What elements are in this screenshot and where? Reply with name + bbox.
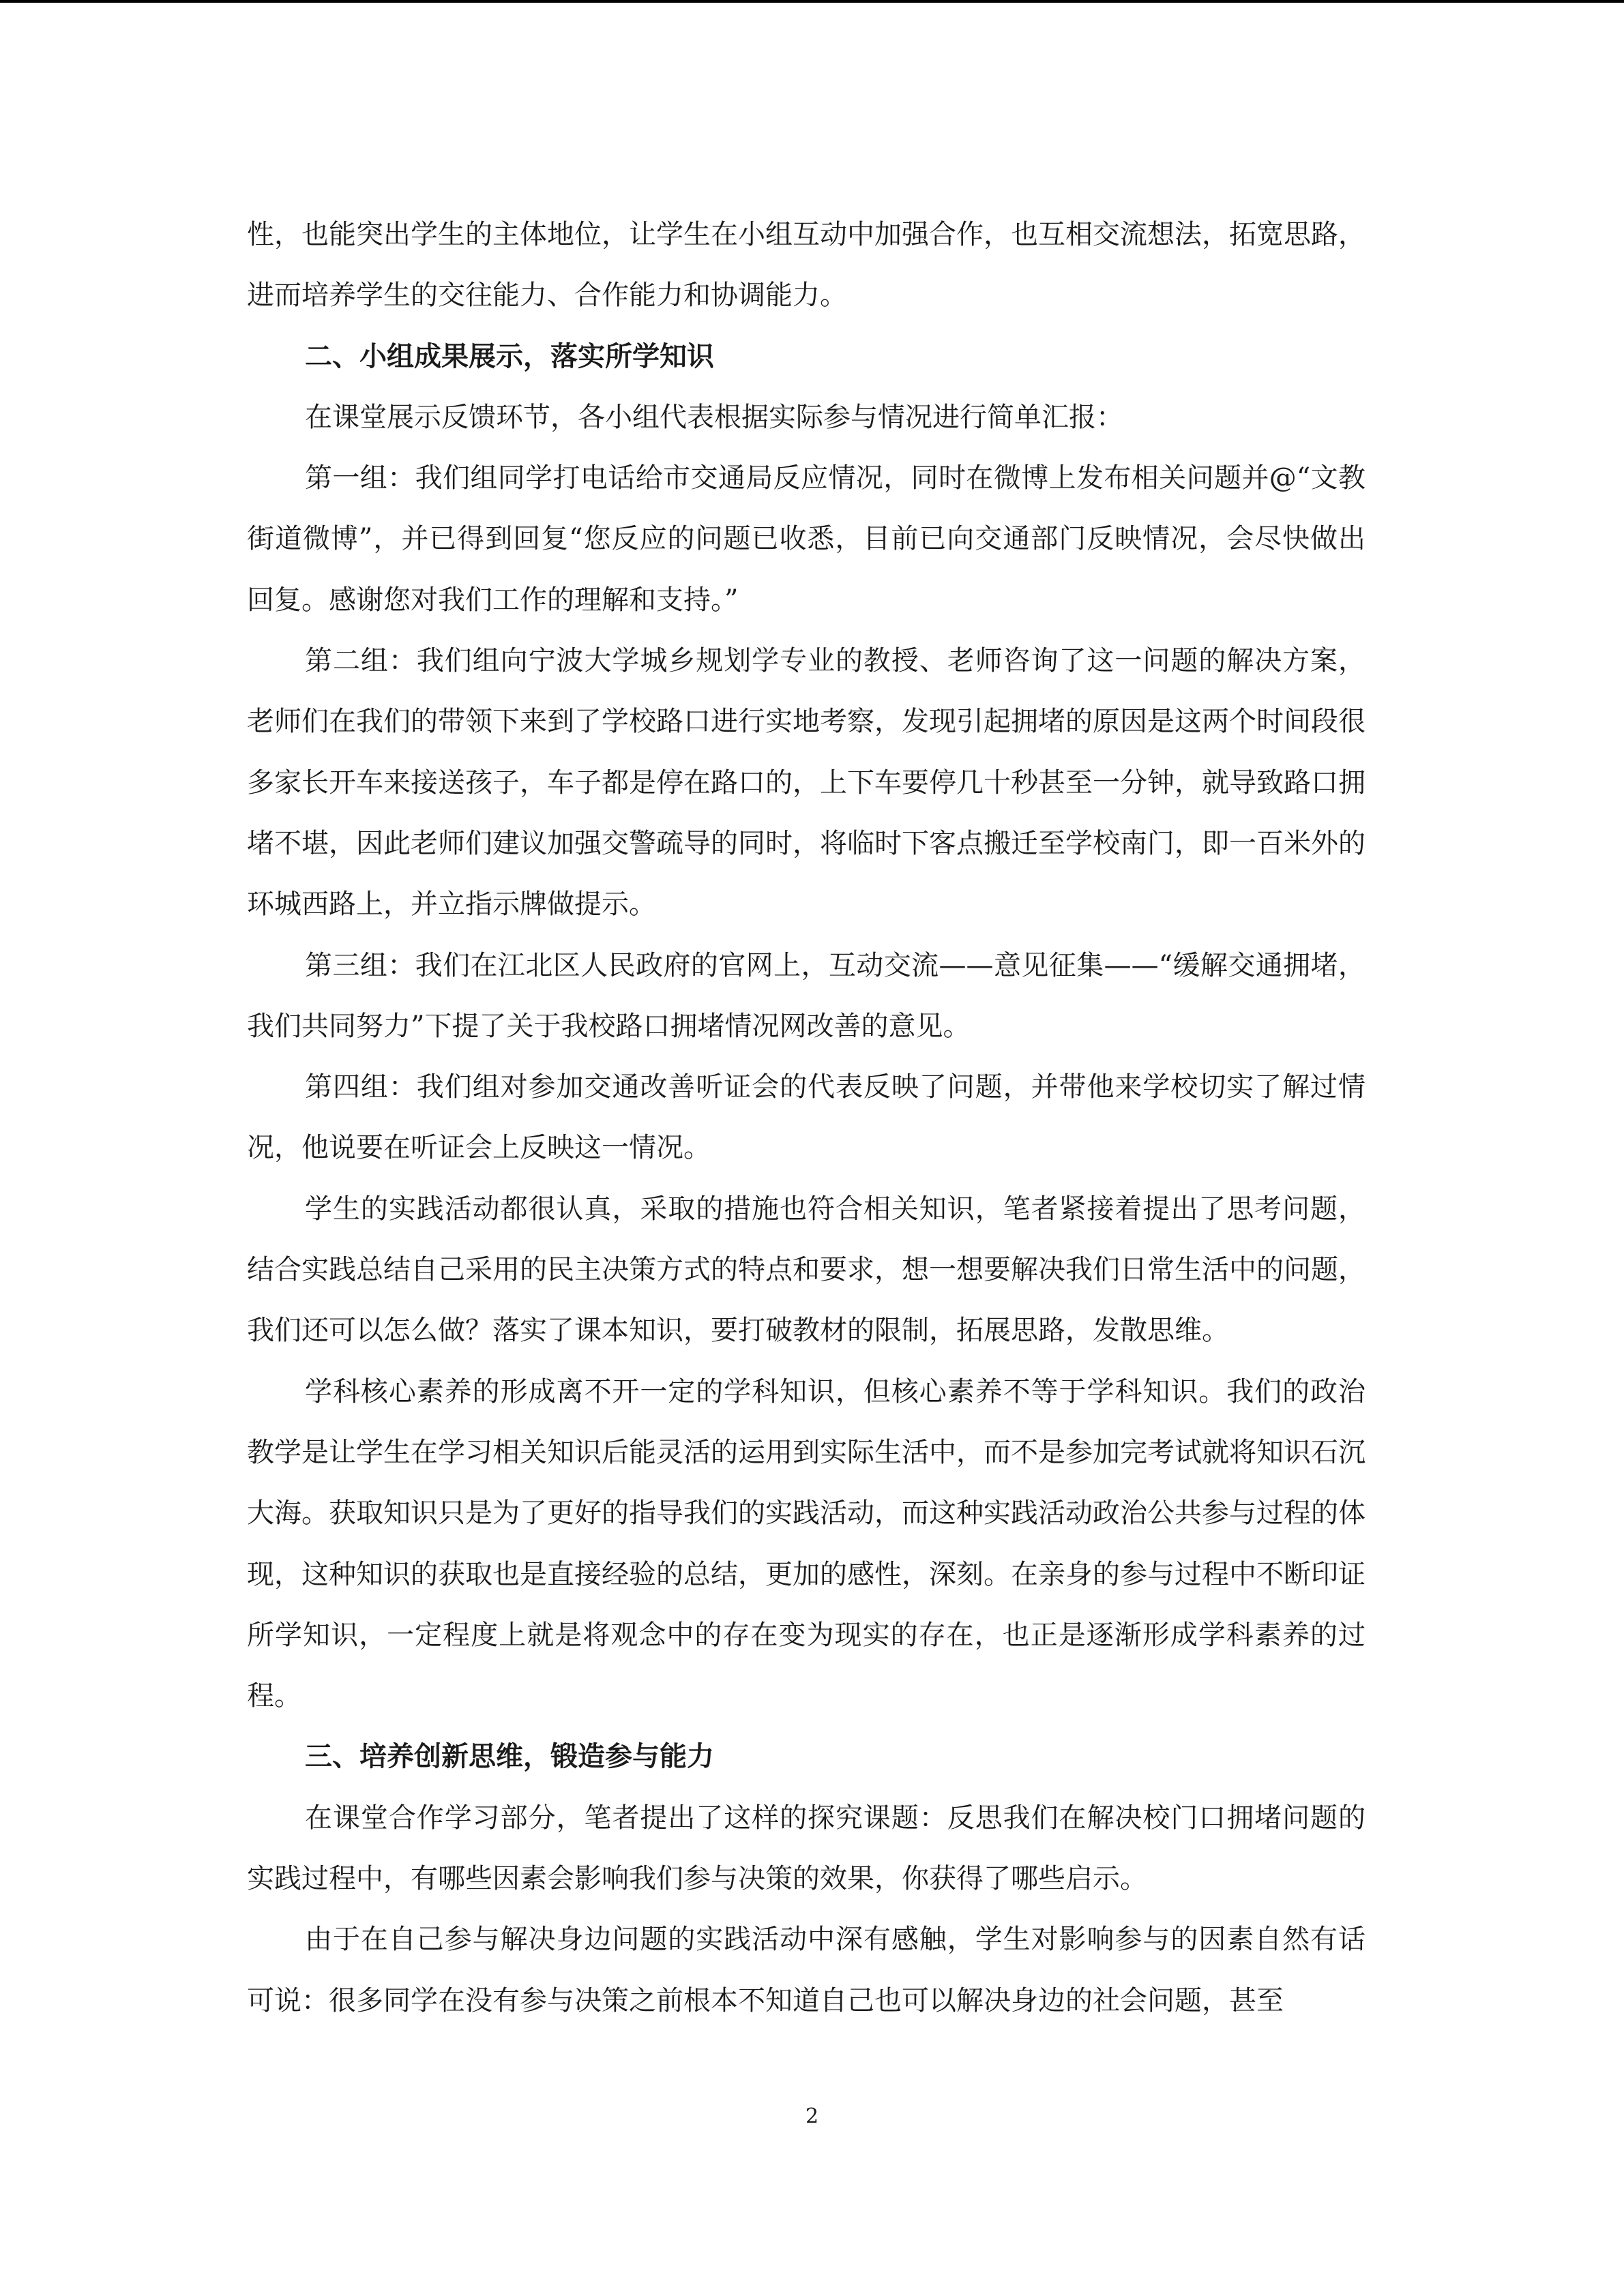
paragraph-reflection: 学生的实践活动都很认真，采取的措施也符合相关知识，笔者紧接着提出了思考问题，结合实践总结自己采用的民主决策方式的特点和要求，想一想要解决我们日常生活中的问题，我们还可以怎么做？落实了课本知识，要打破教材的限制，拓展思路，发散思维。 [247, 1193, 1365, 1347]
paragraph-group-4: 第四组：我们组对参加交通改善听证会的代表反映了问题，并带他来学校切实了解过情况，他说要在听证会上反映这一情况。 [247, 1071, 1365, 1164]
paragraph-group-2: 第二组：我们组向宁波大学城乡规划学专业的教授、老师咨询了这一问题的解决方案，老师们在我们的带领下来到了学校路口进行实地考察，发现引起拥堵的原因是这两个时间段很多家长开车来接送孩子，车子都是停在路口的，上下车要停几十秒甚至一分钟，就导致路口拥堵不堪，因此老师们建议加强交警疏导的同时，将临时下客点搬迁至学校南门，即一百米外的环城西路上，并立指示牌做提示。 [247, 645, 1365, 921]
paragraph-feedback-intro: 在课堂展示反馈环节，各小组代表根据实际参与情况进行简单汇报： [305, 401, 1123, 433]
paragraph-inquiry-topic: 在课堂合作学习部分，笔者提出了这样的探究课题：反思我们在解决校门口拥堵问题的实践过程中，有哪些因素会影响我们参与决策的效果，你获得了哪些启示。 [247, 1802, 1365, 1895]
paragraph-group-1: 第一组：我们组同学打电话给市交通局反应情况，同时在微博上发布相关问题并@“文教街道微博”，并已得到回复“您反应的问题已收悉，目前已向交通部门反映情况，会尽快做出回复。感谢您对我们工作的理解和支持。” [247, 462, 1365, 616]
paragraph-continuation: 性，也能突出学生的主体地位，让学生在小组互动中加强合作，也互相交流想法，拓宽思路，进而培养学生的交往能力、合作能力和协调能力。 [247, 219, 1365, 312]
document-body [247, 205, 1365, 2031]
section-heading-3: 三、培养创新思维，锻造参与能力 [305, 1741, 714, 1773]
paragraph-influence-factors: 由于在自己参与解决身边问题的实践活动中深有感触，学生对影响参与的因素自然有话可说：很多同学在没有参与决策之前根本不知道自己也可以解决身边的社会问题，甚至 [247, 1924, 1365, 2016]
paragraph-group-3: 第三组：我们在江北区人民政府的官网上，互动交流——意见征集——“缓解交通拥堵，我们共同努力”下提了关于我校路口拥堵情况网改善的意见。 [247, 949, 1365, 1042]
paragraph-core-literacy: 学科核心素养的形成离不开一定的学科知识，但核心素养不等于学科知识。我们的政治教学是让学生在学习相关知识后能灵活的运用到实际生活中，而不是参加完考试就将知识石沉大海。获取知识只是为了更好的指导我们的实践活动，而这种实践活动政治公共参与过程的体现，这种知识的获取也是直接经验的总结，更加的感性，深刻。在亲身的参与过程中不断印证所学知识，一定程度上就是将观念中的存在变为现实的存在，也正是逐渐形成学科素养的过程。 [247, 1375, 1365, 1712]
section-heading-2: 二、小组成果展示，落实所学知识 [305, 340, 714, 372]
page-number: 2 [805, 2104, 819, 2128]
